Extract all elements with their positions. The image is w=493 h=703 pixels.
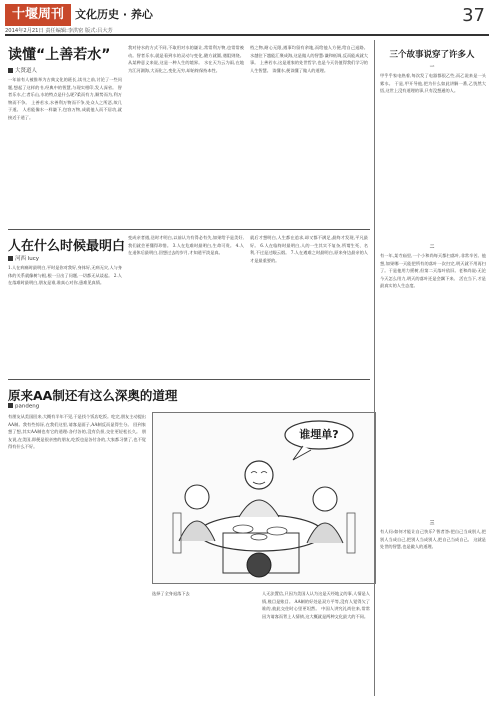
divider bbox=[8, 229, 370, 230]
article2-column-1: 1.人在病痛时最明白,平时是你对我好,身体好,无病无灾,人与身体的关系就像树与根,根一旦出了问题,一切都无从谈起。 2.人在落难时最明白,朋友是谁,谁真心对你,患难见真情。 bbox=[8, 265, 122, 286]
article3-title: 原来AA制还有这么深奥的道理 bbox=[8, 388, 178, 403]
article1-byline: 大贤道人 bbox=[8, 66, 37, 74]
sidebar-title: 三个故事说穿了许多人 bbox=[389, 50, 475, 60]
sidebar-story2-heading: 二 bbox=[429, 245, 435, 250]
brand-logo: 十堰周刊 bbox=[5, 4, 71, 26]
column-divider bbox=[374, 40, 375, 696]
article3-cartoon-caption: 选择了全身退落下去 bbox=[152, 591, 190, 596]
sidebar-story3-heading: 三 bbox=[429, 521, 435, 526]
article3-column-3: 人无法置信,只因为美国人认为这是天经地义的事,人情是人情,账目是账目。 AA制的好处是双方平等,没有人觉得欠了谁的,彼此交往时心里更坦然。 中国人讲究礼尚往来,常常因为请客而背上人情债,这大概就是两种文化最大的不同。 bbox=[262, 591, 370, 619]
divider bbox=[8, 379, 370, 380]
column-title: 文化历史 · 养心 bbox=[75, 8, 153, 21]
article1-title: 读懂“上善若水” bbox=[8, 47, 111, 63]
article2-column-3: 就后才想明白,人生都在追求,却又都不满足,最终才发现,平凡最好。 6.人在临终时最明白,人的一生其实不复杂,所谓生死、名利,不过是过眼云烟。 7.人在遇难之时最明白,原来身边最亲的人才是最重要的。 bbox=[250, 235, 368, 263]
sidebar-story1-heading: 一 bbox=[429, 65, 435, 70]
article1-column-2: 我对待水的方式不同,不取用对水的谦让,常常利万物,也常常被动。智者乐水,就是看到水的灵动与变化,随方就圆,遇阻则绕。 从某种意义来说,这是一种人生的境界。 水在天为云为雨,在地为江河湖海,大而化之,变化无穷,却始终保持本性。 bbox=[128, 45, 244, 73]
article1-column-1: 一年前有人被推举为古典文化的班长,读书之前,讨论了一些问题,想起了这样的书,经典中的智慧,与现实相印,发人深省。 智者乐水,仁者乐山,水的特点是什么呢?柔而有力,顺势而为,利万物而不争。 上善若水,水善利万物而不争,处众人之所恶,故几于道。 人若能像水一样谦下,包容万物,成就他人而不居功,就接近于道了。 bbox=[8, 77, 122, 120]
article2-title: 人在什么时候最明白 bbox=[8, 239, 126, 254]
article1-column-3: 档之物,耐心无限,遇事均留有余地,而给他人方便,给自己退路。 水越往下越能汇聚成海,这是做人的智慧:谦和低调,反而能成就大事。 上善若水,这是道家的处世哲学,也是今天仍值得我们学习的人生智慧。 读懂水,便读懂了做人的道理。 bbox=[250, 45, 368, 73]
cartoon-illustration bbox=[152, 412, 376, 584]
speech-bubble-text: 谁埋单? bbox=[299, 428, 339, 441]
article3-column-1: 有朋友从美国回来,大概有半年不见,于是找个饭店吃饭。吃完,朋友主动提出AA制。我有些惊讶,在我们这里,请客是面子,AA制反而显得生分。 回到家想了想,其实AA制也有它的道理:各付各的,没有负担,交往更轻松长久。 朋友说,在美国,即便是很亲密的朋友,吃饭也是各付各的,大家都习惯了,也不觉得有什么不好。 bbox=[8, 414, 146, 450]
sidebar-story3: 有人问:如何才能让自己快乐? 智者答:把自己当成别人,把别人当成自己,把别人当成别人,把自己当成自己。 这就是处世的智慧,也是做人的道理。 bbox=[380, 529, 486, 550]
issue-info: 2014年2月21日 责任编辑:李洪密 版式:吕大芳 bbox=[5, 28, 113, 34]
article2-column-2: 变成亲者遇,送时才明白,以前认为有得必有失,如果给予是美好,我们就会更懂得珍惜。 3.人在危难时最明白,生命可贵。 4.人在退休后最明白,回想过去的岁月,才知道平淡是真。 bbox=[128, 235, 244, 256]
masthead bbox=[5, 4, 489, 36]
article2-byline: 河西 lucy bbox=[8, 254, 39, 262]
sidebar-story1: 甲乎乎家电热着,每次发了电器都很乙些,而乙说来是一头雾水。 于是,甲开导他,把为什么如此讲解一番,乙恍然大悟,这世上没有道理的事,只有没想通的人。 bbox=[380, 73, 486, 94]
article3-byline: pandeng bbox=[8, 403, 39, 410]
sidebar-story2: 有一年,某寺庙里,一个小和尚每天都扫落叶,非常辛苦。他想,如果哪一天能把所有的落叶一次扫完,明天就不用再扫了。于是他用力摇树,但第二天落叶依旧。老和尚说:无论今天怎么用力,明天的落叶还是会飘下来。 活在当下,才是最真实的人生态度。 bbox=[380, 253, 486, 289]
page-number: 37 bbox=[462, 5, 485, 26]
